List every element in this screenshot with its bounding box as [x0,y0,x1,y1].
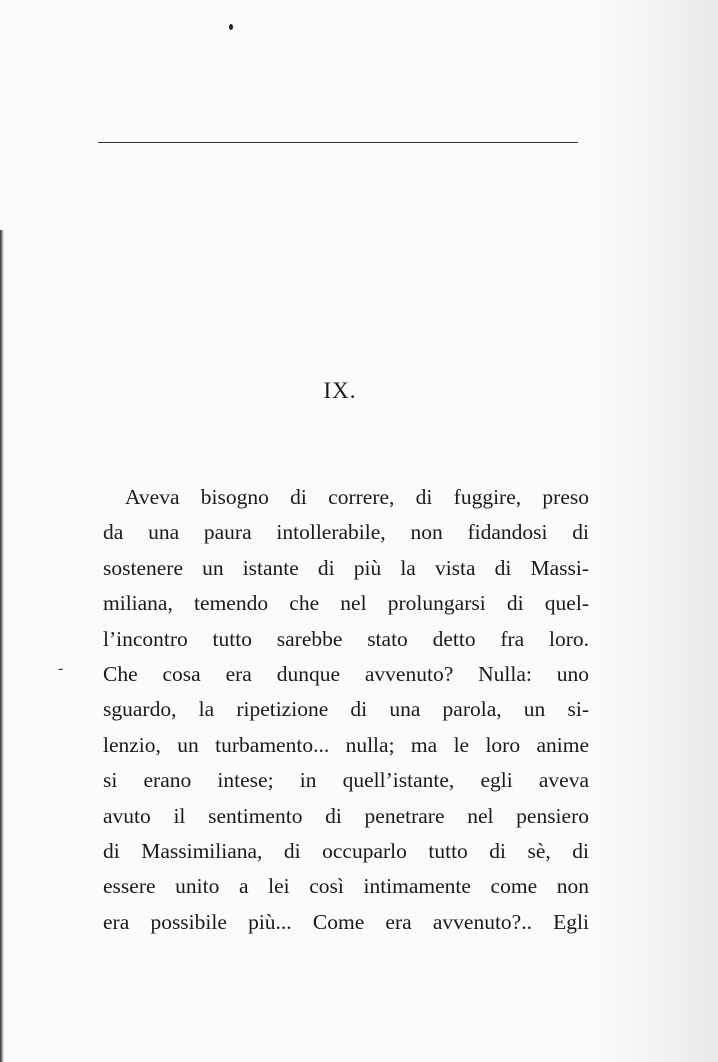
chapter-heading: IX. [323,378,357,403]
text-line: da una paura intollerabile, non fidandosi di [103,520,589,545]
text-line: Aveva bisogno di correre, di fuggire, preso [125,485,589,509]
text-line: di Massimiliana, di occuparlo tutto di sè, di [103,838,589,863]
binding-edge [0,230,4,1062]
text-line: Che cosa era dunque avvenuto? Nulla: uno [103,661,589,686]
text-line: l’incontro tutto sarebbe stato detto fra loro. [103,626,589,651]
scan-shading [598,0,718,1062]
margin-mark: - [58,660,64,677]
header-rule [98,142,578,143]
text-line: miliana, temendo che nel prolungarsi di quel- [103,591,589,616]
text-line: essere unito a lei così intimamente come non [103,874,589,899]
text-line: si erano intese; in quell’istante, egli aveva [103,768,589,793]
text-line: lenzio, un turbamento... nulla; ma le loro anime [103,732,589,757]
text-line: avuto il sentimento di penetrare nel pensiero [103,803,589,828]
paragraph [103,480,589,940]
ink-speck [229,24,233,30]
text-line: sostenere un istante di più la vista di Massi- [103,555,589,580]
text-line: sguardo, la ripetizione di una parola, un si- [103,697,589,722]
text-line: era possibile più... Come era avvenuto?.. Egli [103,909,589,934]
